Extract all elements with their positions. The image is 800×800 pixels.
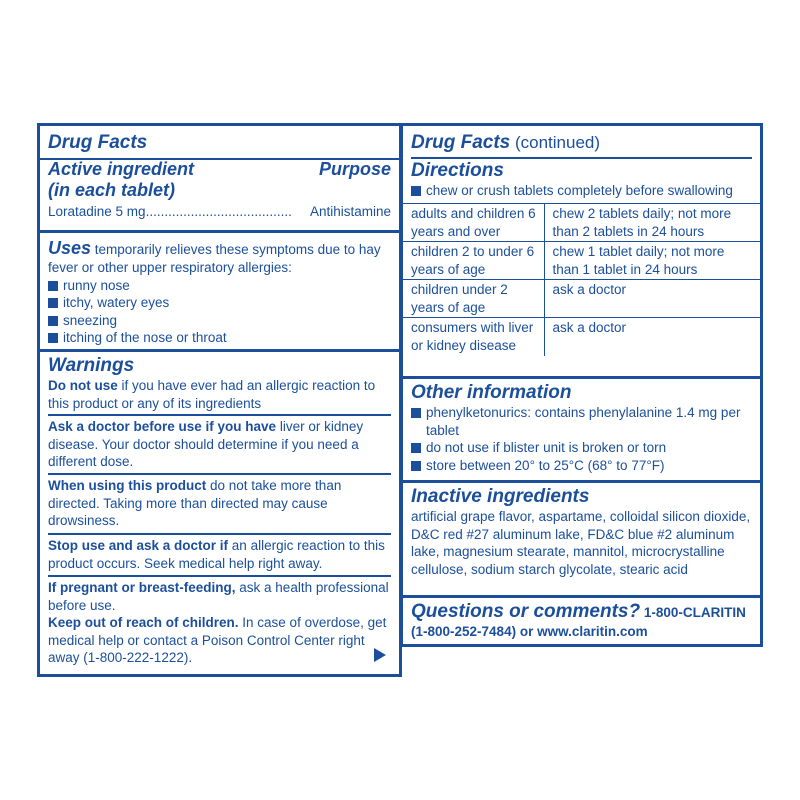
ingredient-row bbox=[48, 203, 391, 221]
keep-out-warning bbox=[48, 614, 391, 667]
other-info-item: store between 20° to 25°C (68° to 77°F) bbox=[411, 457, 752, 475]
table-row bbox=[403, 318, 760, 356]
uses-item: itching of the nose or throat bbox=[48, 329, 391, 347]
questions-contact-line: (1-800-252-7484) or www.claritin.com bbox=[411, 624, 648, 639]
dose-instruction: ask a doctor bbox=[544, 318, 760, 356]
when-using-text: do not take more than directed. Taking more than directed may cause drowsiness. bbox=[48, 478, 342, 528]
active-ingredient-subheading: (in each tablet) bbox=[48, 180, 176, 200]
warnings-divider bbox=[48, 473, 391, 475]
directions-table bbox=[403, 203, 760, 356]
other-information-section bbox=[403, 376, 760, 474]
table-row bbox=[403, 242, 760, 280]
uses-text: temporarily relieves these symptoms due to hay fever or other upper respiratory allergies: bbox=[48, 242, 381, 275]
inactive-ingredients-text: artificial grape flavor, aspartame, colloidal silicon dioxide, D&C red #27 aluminum lake, FD&C blue #2 aluminum lake, magnesium stearate, mannitol, microcrystalline cellulose, sodium starch glycolate, stearic acid bbox=[411, 509, 751, 577]
dose-group: children under 2 years of age bbox=[403, 280, 544, 318]
title-rule bbox=[411, 157, 752, 159]
drug-facts-title: Drug Facts bbox=[48, 132, 148, 153]
questions-section bbox=[403, 595, 760, 641]
questions-phone: 1-800-CLARITIN bbox=[640, 605, 746, 620]
directions-intro: chew or crush tablets completely before swallowing bbox=[411, 182, 752, 200]
dose-instruction: chew 2 tablets daily; not more than 2 tablets in 24 hours bbox=[544, 204, 760, 242]
uses-section bbox=[40, 230, 399, 347]
do-not-use-warning bbox=[48, 377, 391, 412]
questions-heading: Questions or comments? bbox=[411, 601, 641, 622]
stop-use-bold: Stop use and ask a doctor if bbox=[48, 538, 229, 553]
warnings-section bbox=[40, 349, 399, 412]
dose-group: consumers with liver or kidney disease bbox=[403, 318, 544, 356]
dose-group: children 2 to under 6 years of age bbox=[403, 242, 544, 280]
do-not-use-text: if you have ever had an allergic reaction to this product or any of its ingredients bbox=[48, 378, 376, 411]
dose-group: adults and children 6 years and over bbox=[403, 204, 544, 242]
directions-heading: Directions bbox=[411, 160, 504, 181]
pregnant-warning bbox=[40, 579, 399, 667]
active-ingredient-section bbox=[48, 132, 391, 221]
directions-section bbox=[403, 132, 760, 200]
when-using-warning bbox=[40, 477, 399, 530]
when-using-bold: When using this product bbox=[48, 478, 207, 493]
inactive-ingredients-section bbox=[403, 480, 760, 578]
warnings-divider bbox=[48, 533, 391, 535]
uses-item: sneezing bbox=[48, 312, 391, 330]
warnings-divider bbox=[48, 575, 391, 577]
keep-out-bold: Keep out of reach of children. bbox=[48, 615, 239, 630]
other-information-heading: Other information bbox=[411, 382, 572, 403]
table-row bbox=[403, 280, 760, 318]
dose-instruction: ask a doctor bbox=[544, 280, 760, 318]
stop-use-text: an allergic reaction to this product occurs. Seek medical help right away. bbox=[48, 538, 385, 571]
drug-facts-continued-title: Drug Facts bbox=[411, 132, 511, 153]
continued-label: (continued) bbox=[510, 133, 601, 152]
active-ingredient-heading: Active ingredient bbox=[48, 159, 195, 179]
uses-item: itchy, watery eyes bbox=[48, 294, 391, 312]
warnings-heading: Warnings bbox=[48, 355, 135, 376]
ask-doctor-warning bbox=[40, 418, 399, 471]
ask-doctor-bold: Ask a doctor before use if you have bbox=[48, 419, 277, 434]
do-not-use-bold: Do not use bbox=[48, 378, 118, 393]
table-row bbox=[403, 204, 760, 242]
uses-heading: Uses bbox=[48, 238, 92, 258]
dose-instruction: chew 1 tablet daily; not more than 1 tablet in 24 hours bbox=[544, 242, 760, 280]
pregnant-text: ask a health professional before use. bbox=[48, 580, 389, 613]
keep-out-text: In case of overdose, get medical help or contact a Poison Control Center right away (1-800-222-1222). bbox=[48, 615, 387, 665]
ingredient-purpose: Antihistamine bbox=[309, 204, 391, 219]
stop-use-warning bbox=[40, 537, 399, 572]
drug-facts-right-panel bbox=[400, 123, 763, 647]
pregnant-bold: If pregnant or breast-feeding, bbox=[48, 580, 236, 595]
other-info-item: do not use if blister unit is broken or torn bbox=[411, 439, 752, 457]
continue-arrow-icon bbox=[374, 648, 386, 662]
other-info-item: phenylketonurics: contains phenylalanine 1.4 mg per tablet bbox=[411, 404, 752, 439]
inactive-ingredients-heading: Inactive ingredients bbox=[411, 486, 590, 507]
warnings-divider bbox=[48, 414, 391, 416]
ingredient-name: Loratadine 5 mg....................................... bbox=[48, 204, 292, 219]
ask-doctor-text: liver or kidney disease. Your doctor should determine if you need a different dose. bbox=[48, 419, 364, 469]
purpose-heading: Purpose bbox=[318, 159, 391, 179]
uses-item: runny nose bbox=[48, 277, 391, 295]
drug-facts-left-panel bbox=[37, 123, 402, 677]
